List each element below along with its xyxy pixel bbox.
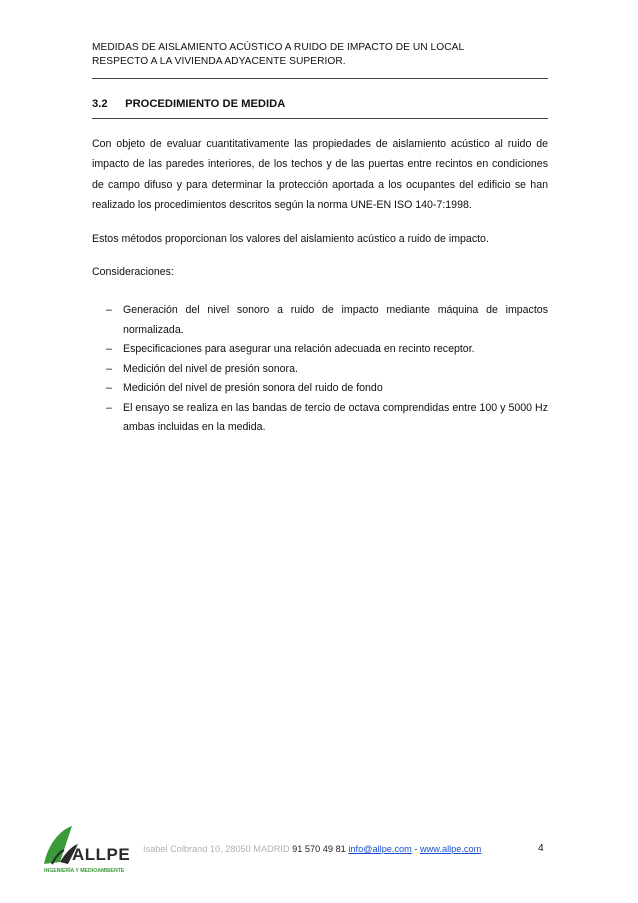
footer-contact	[143, 844, 481, 854]
paragraph-considerations-label: Consideraciones:	[92, 266, 174, 278]
section-divider	[92, 118, 548, 119]
footer-address: Isabel Colbrand 10, 28050 MADRID	[143, 844, 290, 854]
list-item-text: Medición del nivel de presión sonora del ruido de fondo	[123, 382, 383, 394]
page-footer	[0, 820, 638, 880]
list-item	[106, 379, 548, 399]
list-item	[106, 360, 548, 380]
footer-separator: -	[414, 844, 418, 854]
header-divider	[92, 78, 548, 79]
allpe-logo	[38, 822, 138, 878]
list-item-text: El ensayo se realiza en las bandas de tercio de octava comprendidas entre 100 y 5000 Hz ambas incluidas en la medida.	[123, 401, 548, 433]
page-header	[92, 41, 562, 69]
header-line-1: MEDIDAS DE AISLAMIENTO ACÚSTICO A RUIDO DE IMPACTO DE UN LOCAL	[92, 42, 465, 53]
list-item	[106, 340, 548, 360]
footer-website-link[interactable]: www.allpe.com	[420, 844, 482, 854]
logo-wordmark: ALLPE	[72, 845, 131, 864]
section-title: PROCEDIMIENTO DE MEDIDA	[125, 98, 286, 110]
footer-email-link[interactable]: info@allpe.com	[348, 844, 412, 854]
header-line-2: RESPECTO A LA VIVIENDA ADYACENTE SUPERIOR.	[92, 56, 346, 67]
section-heading	[92, 98, 285, 110]
list-item	[106, 301, 548, 340]
paragraph-intro: Con objeto de evaluar cuantitativamente las propiedades de aislamiento acústico al ruido de impacto de las paredes interiores, de los techos y de las puertas entre recintos en condiciones de campo difuso y para determinar la protección aportada a los ocupantes del edificio se han realizado los procedimientos descritos según la norma UNE-EN ISO 140-7:1998.	[92, 138, 548, 211]
bullet-dash: –	[106, 304, 112, 316]
logo-tagline: INGENIERÍA Y MEDIOAMBIENTE	[44, 868, 125, 874]
considerations-list	[106, 301, 548, 438]
footer-phone: 91 570 49 81	[292, 844, 346, 854]
bullet-dash: –	[106, 382, 112, 394]
list-item-text: Medición del nivel de presión sonora.	[123, 362, 298, 375]
bullet-dash: –	[106, 343, 112, 355]
list-item-text: Especificaciones para asegurar una relación adecuada en recinto receptor.	[123, 343, 475, 355]
section-number: 3.2	[92, 98, 108, 110]
list-item	[106, 399, 548, 438]
bullet-dash: –	[106, 401, 112, 414]
list-item-text: Generación del nivel sonoro a ruido de impacto mediante máquina de impactos normalizada.	[123, 304, 548, 336]
paragraph-methods: Estos métodos proporcionan los valores del aislamiento acústico a ruido de impacto.	[92, 233, 489, 245]
bullet-dash: –	[106, 362, 112, 375]
page-number: 4	[538, 843, 544, 854]
